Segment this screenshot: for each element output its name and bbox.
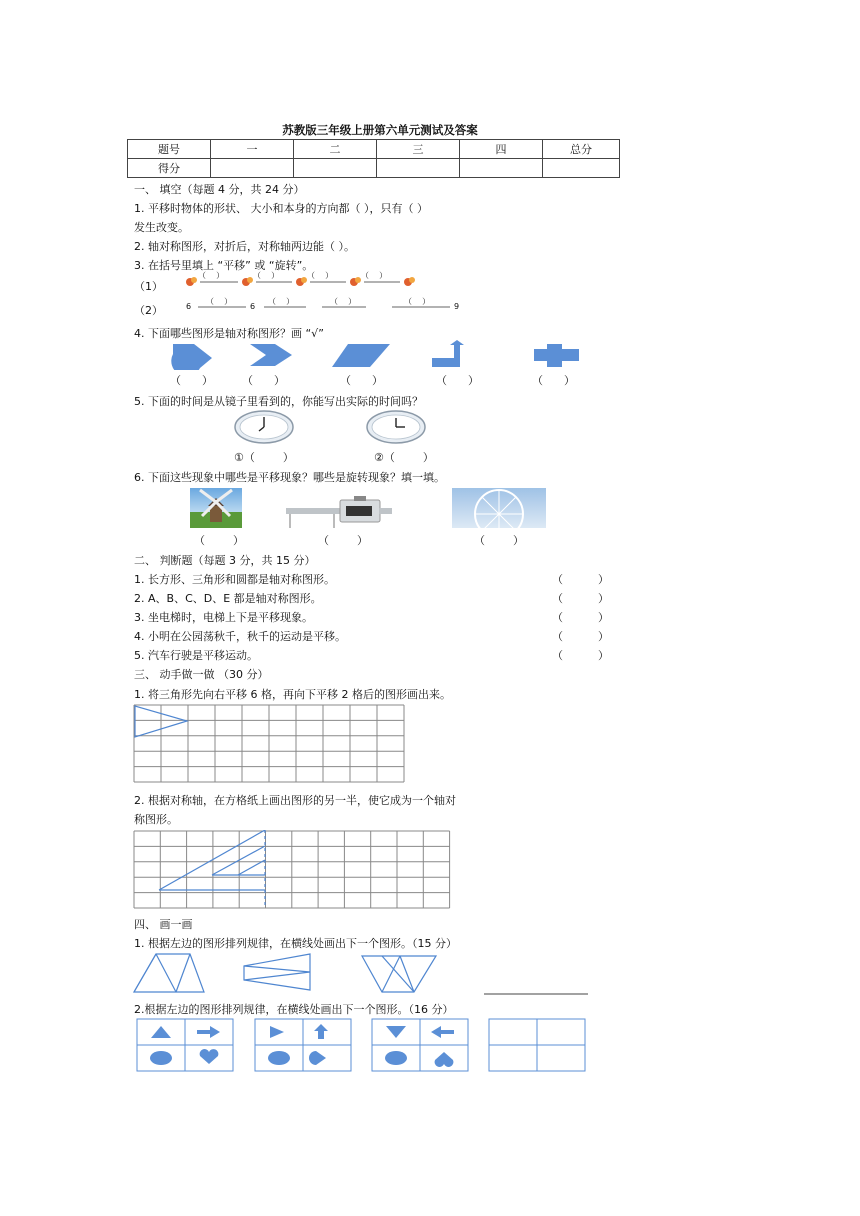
triangle-down-icon: [386, 1026, 406, 1038]
score-input-cell[interactable]: [377, 159, 460, 178]
cross-shape: [534, 344, 579, 367]
digit-6: 6: [250, 302, 256, 311]
circle-icon: [385, 1051, 407, 1065]
question-3-2: 2. 根据对称轴，在方格纸上画出图形的另一半，使它成为一个轴对: [134, 794, 456, 807]
q3-row2-label: （2）: [134, 304, 163, 317]
section4-heading: 四、 画一画: [134, 918, 193, 931]
judge-item: 4. 小明在公园荡秋千，秋千的运动是平移。: [134, 630, 346, 643]
semicircle-shape: [171, 344, 212, 370]
q4-blank[interactable]: （ ）: [170, 374, 213, 387]
judge-item: 3. 坐电梯时，电梯上下是平移现象。: [134, 611, 313, 624]
grid-2[interactable]: [133, 830, 453, 910]
judge-item: 1. 长方形、三角形和圆都是轴对称图形。: [134, 573, 335, 586]
question-1-5: 5. 下面的时间是从镜子里看到的，你能写出实际的时间吗？: [134, 395, 423, 408]
arrow-left-icon: [431, 1026, 454, 1038]
judge-blank[interactable]: （ ）: [552, 573, 609, 586]
triangle-right-icon: [270, 1026, 284, 1038]
q5-blank-1[interactable]: ①（ ）: [234, 451, 294, 464]
heart-icon: [309, 1051, 326, 1065]
q3-blank[interactable]: （ ）: [206, 297, 233, 306]
q6-blank[interactable]: （ ）: [474, 534, 524, 547]
clock-icon: [235, 411, 293, 443]
q4-blank[interactable]: （ ）: [340, 374, 383, 387]
pattern-sequence-1: [130, 952, 600, 998]
score-cell: 总分: [543, 140, 620, 159]
section2-heading: 二、 判断题（每题 3 分，共 15 分）: [134, 554, 316, 567]
score-table: [127, 139, 620, 178]
circle-icon: [268, 1051, 290, 1065]
score-cell: 三: [377, 140, 460, 159]
question-4-1: 1. 根据左边的图形排列规律，在横线处画出下一个图形。（15 分）: [134, 937, 457, 950]
judge-item: 5. 汽车行驶是平移运动。: [134, 649, 258, 662]
section3-heading: 三、 动手做一做 （30 分）: [134, 668, 269, 681]
question-1-4: 4. 下面哪些图形是轴对称图形？画 “√”: [134, 327, 324, 340]
question-1-3: 3. 在括号里填上 “平移” 或 “旋转”。: [134, 259, 314, 272]
arrow-l-shape: [432, 340, 464, 367]
ferris-wheel-image: [452, 488, 546, 528]
q3-blank[interactable]: （ ）: [330, 297, 357, 306]
judge-blank[interactable]: （ ）: [552, 649, 609, 662]
score-table-score-row: [128, 159, 620, 178]
question-1-1: 1. 平移时物体的形状、 大小和本身的方向都（ ），只有（ ）: [134, 202, 428, 215]
question-1-2: 2. 轴对称图形，对折后，对称轴两边能（ ）。: [134, 240, 355, 253]
q6-blank[interactable]: （ ）: [194, 534, 244, 547]
score-cell: 四: [460, 140, 543, 159]
heart-icon: [200, 1049, 219, 1064]
triangle-up-icon: [151, 1026, 171, 1038]
q3-blank[interactable]: （ ）: [404, 297, 431, 306]
q4-blank[interactable]: （ ）: [242, 374, 285, 387]
figure-line: [159, 830, 265, 890]
digit-6: 6: [186, 302, 192, 311]
q3-blank[interactable]: （ ）: [198, 271, 225, 280]
q5-clocks: [234, 410, 434, 444]
score-cell: 一: [211, 140, 294, 159]
clock-icon: [367, 411, 425, 443]
chevron-shape: [250, 344, 292, 366]
score-table-header-row: [128, 140, 620, 159]
flower-icon: [404, 277, 415, 286]
section1-heading: 一、 填空（每题 4 分，共 24 分）: [134, 183, 305, 196]
judge-blank[interactable]: （ ）: [552, 592, 609, 605]
score-cell: 二: [294, 140, 377, 159]
figure-line: [212, 846, 265, 875]
circle-icon: [150, 1051, 172, 1065]
digit-9: 9: [454, 302, 460, 311]
question-1-6: 6. 下面这些现象中哪些是平移现象？哪些是旋转现象？填一填。: [134, 471, 445, 484]
q3-blank[interactable]: （ ）: [268, 297, 295, 306]
flower-icon: [186, 277, 197, 286]
q4-blank[interactable]: （ ）: [436, 374, 479, 387]
page-title: 苏教版三年级上册第六单元测试及答案: [282, 123, 478, 137]
arrow-right-icon: [197, 1026, 220, 1038]
q3-blank[interactable]: （ ）: [253, 271, 280, 280]
q3-blank[interactable]: （ ）: [307, 271, 334, 280]
score-label: 得分: [128, 159, 211, 178]
question-4-2: 2.根据左边的图形排列规律，在横线处画出下一个图形。（16 分）: [134, 1003, 454, 1016]
question-1-1-cont: 发生改变。: [134, 221, 189, 234]
trapezoid-figure: [134, 954, 204, 992]
score-input-cell[interactable]: [294, 159, 377, 178]
score-input-cell[interactable]: [211, 159, 294, 178]
flower-icon: [350, 277, 361, 286]
parallelogram-shape: [332, 344, 390, 367]
question-3-1: 1. 将三角形先向右平移 6 格，再向下平移 2 格后的图形画出来。: [134, 688, 451, 701]
judge-blank[interactable]: （ ）: [552, 630, 609, 643]
q5-blank-2[interactable]: ②（ ）: [374, 451, 434, 464]
conveyor-image: [284, 494, 394, 530]
score-input-cell[interactable]: [460, 159, 543, 178]
grid-1[interactable]: [133, 704, 408, 784]
trapezoid-figure: [362, 956, 436, 992]
q3-row1-label: （1）: [134, 280, 163, 293]
flower-icon: [296, 277, 307, 286]
arrow-up-icon: [314, 1024, 328, 1039]
pattern-sequence-2: [136, 1018, 588, 1072]
q4-shapes: [170, 340, 590, 370]
score-cell: 题号: [128, 140, 211, 159]
windmill-image: [190, 488, 242, 528]
q6-blank[interactable]: （ ）: [318, 534, 368, 547]
q4-blank[interactable]: （ ）: [532, 374, 575, 387]
judge-blank[interactable]: （ ）: [552, 611, 609, 624]
flower-icon: [242, 277, 253, 286]
score-input-cell[interactable]: [543, 159, 620, 178]
heart-icon: [435, 1052, 454, 1067]
q3-blank[interactable]: （ ）: [361, 271, 388, 280]
question-3-2-cont: 称图形。: [134, 813, 178, 826]
judge-item: 2. A、B、C、D、E 都是轴对称图形。: [134, 592, 322, 605]
trapezoid-figure: [244, 954, 310, 990]
